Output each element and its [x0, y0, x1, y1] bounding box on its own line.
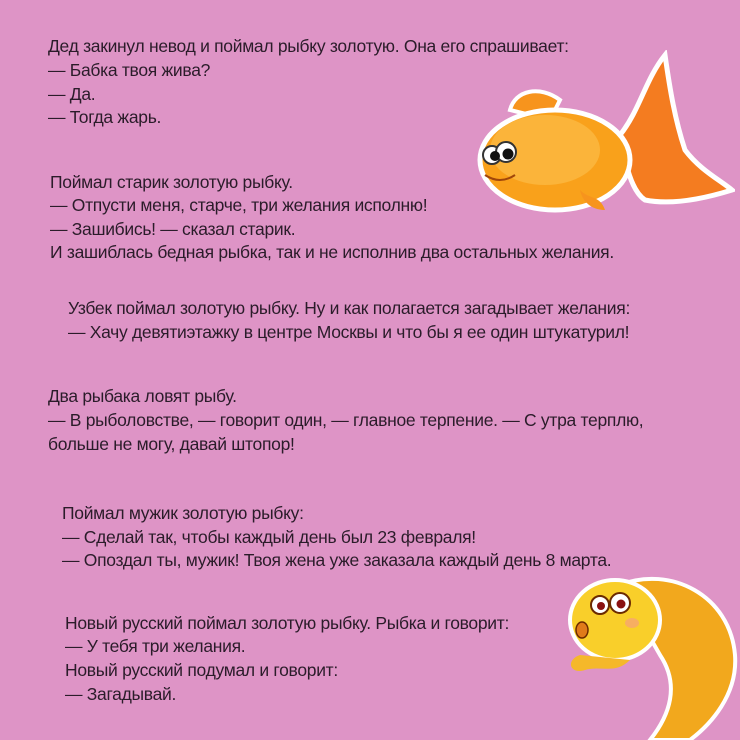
joke-line: Два рыбака ловят рыбу. — [48, 386, 237, 406]
joke-line: Новый русский поймал золотую рыбку. Рыбка и говорит: — [65, 613, 510, 633]
joke-line: больше не могу, давай штопор! — [48, 434, 295, 454]
joke-line: Новый русский подумал и говорит: — [65, 660, 338, 680]
goldfish-illustration-top — [470, 50, 735, 220]
joke-line: — Сделай так, чтобы каждый день был 23 февраля! — [62, 527, 476, 547]
joke-line: — У тебя три желания. — [65, 636, 246, 656]
joke-line: — Загадывай. — [65, 684, 177, 704]
goldfish-illustration-bottom — [560, 565, 740, 740]
joke-line: — Зашибись! — сказал старик. — [50, 219, 296, 239]
joke-line: Дед закинул невод и поймал рыбку золотую. Она его спрашивает: — [48, 36, 569, 56]
joke-line: И зашиблась бедная рыбка, так и не исполнив два остальных желания. — [50, 242, 614, 262]
joke-line: — Отпусти меня, старче, три желания исполню! — [50, 195, 428, 215]
joke-line: — Опоздал ты, мужик! Твоя жена уже заказала каждый день 8 марта. — [62, 550, 612, 570]
joke-line: Поймал старик золотую рыбку. — [50, 172, 293, 192]
joke-line: — Бабка твоя жива? — [48, 60, 211, 80]
joke-line: — Хачу девятиэтажку в центре Москвы и что бы я ее один штукатурил! — [68, 322, 630, 342]
joke-line: — Тогда жарь. — [48, 107, 162, 127]
joke-line: — В рыболовстве, — говорит один, — главное терпение. — С утра терплю, — [48, 410, 644, 430]
joke-line: Узбек поймал золотую рыбку. Ну и как полагается загадывает желания: — [68, 298, 631, 318]
joke-line: Поймал мужик золотую рыбку: — [62, 503, 304, 523]
joke-line: — Да. — [48, 84, 96, 104]
